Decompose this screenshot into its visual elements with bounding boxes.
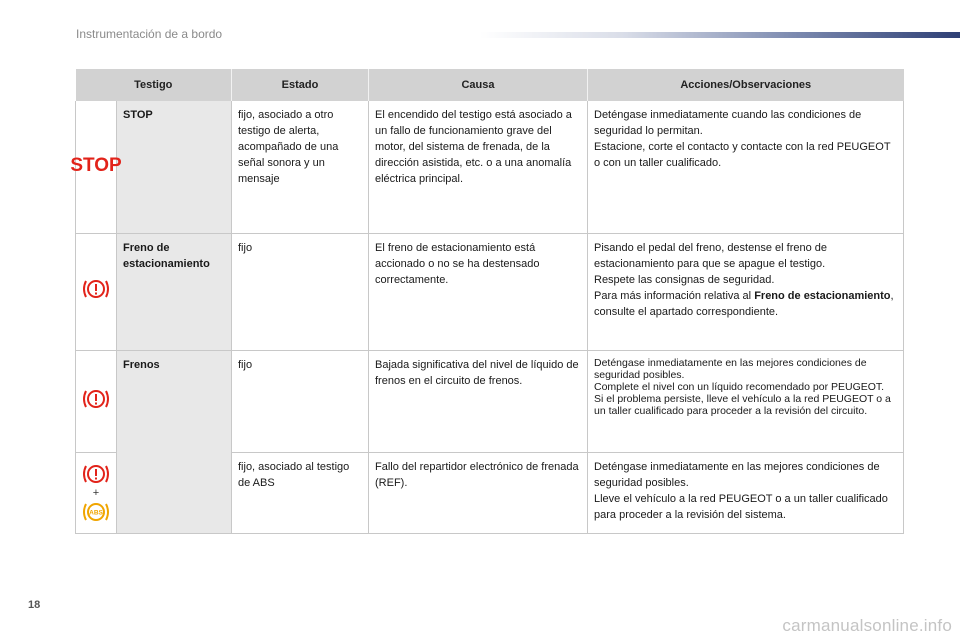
action-link-bold: Freno de estacionamiento (754, 289, 891, 302)
action-line: Pisando el pedal del freno, destense el freno de estacionamiento para que se apague el testigo. (594, 241, 827, 270)
brake-warning-icon (81, 387, 111, 411)
warning-actions (588, 350, 904, 452)
brakes-icon-cell (76, 350, 117, 452)
action-line (594, 288, 897, 320)
table-header-row (76, 69, 904, 101)
warning-state: fijo (232, 233, 369, 350)
svg-text:STOP: STOP (70, 155, 122, 177)
warning-cause: Fallo del repartidor electrónico de frenada (REF). (369, 452, 588, 533)
action-line: Estacione, corte el contacto y contacte con la red PEUGEOT o con un taller cualificado. (594, 141, 891, 169)
ref-abs-icon-cell (76, 452, 117, 533)
warning-actions (588, 101, 904, 233)
watermark: carmanualsonline.info (782, 616, 952, 635)
parking-brake-icon-cell (76, 233, 117, 350)
warning-state: fijo (232, 350, 369, 452)
warning-name: Frenos (117, 350, 232, 533)
brake-warning-icon (81, 462, 111, 486)
svg-text:ABS: ABS (89, 509, 103, 516)
warning-name: Freno de estacionamiento (117, 233, 232, 350)
table-row (76, 350, 904, 452)
abs-icon (81, 500, 111, 524)
warning-state: fijo, asociado a otro testigo de alerta, acompañado de una señal sonora y un mensaje (232, 101, 369, 233)
section-title: Instrumentación de a bordo (76, 27, 223, 41)
stop-icon (70, 152, 122, 177)
brake-warning-icon (81, 277, 111, 301)
action-line: Deténgase inmediatamente en las mejores condiciones de seguridad posibles. (594, 460, 880, 489)
action-line: Complete el nivel con un líquido recomendado por PEUGEOT. (594, 380, 885, 393)
warning-cause: El freno de estacionamiento está accionado o no se ha destensado correctamente. (369, 233, 588, 350)
warning-cause: El encendido del testigo está asociado a un fallo de funcionamiento grave del motor, del sistema de frenada, de la dirección asistida, etc. o a una anomalía eléctrica principal. (369, 101, 588, 233)
action-link-prefix: Para más información relativa al (594, 289, 755, 302)
action-line: Deténgase inmediatamente en las mejores condiciones de seguridad posibles. (594, 356, 867, 381)
warning-state: fijo, asociado al testigo de ABS (232, 452, 369, 533)
column-header-testigo: Testigo (76, 69, 232, 101)
column-header-acciones: Acciones/Observaciones (588, 69, 904, 101)
action-line: Deténgase inmediatamente cuando las condiciones de seguridad lo permitan. (594, 109, 862, 137)
warning-name: STOP (117, 101, 232, 233)
action-link-suffix: , consulte el apartado correspondiente. (594, 289, 894, 318)
plus-sign: + (92, 486, 100, 499)
table-row (76, 101, 904, 233)
page-number: 18 (28, 599, 41, 611)
table-row (76, 233, 904, 350)
column-header-causa: Causa (369, 69, 588, 101)
action-line: Si el problema persiste, lleve el vehículo a la red PEUGEOT o a un taller cualificado para proceder a la revisión del circuito. (594, 392, 891, 417)
header-gradient-bar (480, 32, 960, 38)
action-line: Respete las consignas de seguridad. (594, 273, 775, 286)
warning-lights-table (70, 69, 904, 534)
warning-actions (588, 233, 904, 350)
column-header-estado: Estado (232, 69, 369, 101)
warning-actions (588, 452, 904, 533)
action-line: Lleve el vehículo a la red PEUGEOT o a un taller cualificado para proceder a la revisión del sistema. (594, 492, 888, 521)
stop-warning-icon-cell (70, 101, 122, 233)
warning-cause: Bajada significativa del nivel de líquido de frenos en el circuito de frenos. (369, 350, 588, 452)
